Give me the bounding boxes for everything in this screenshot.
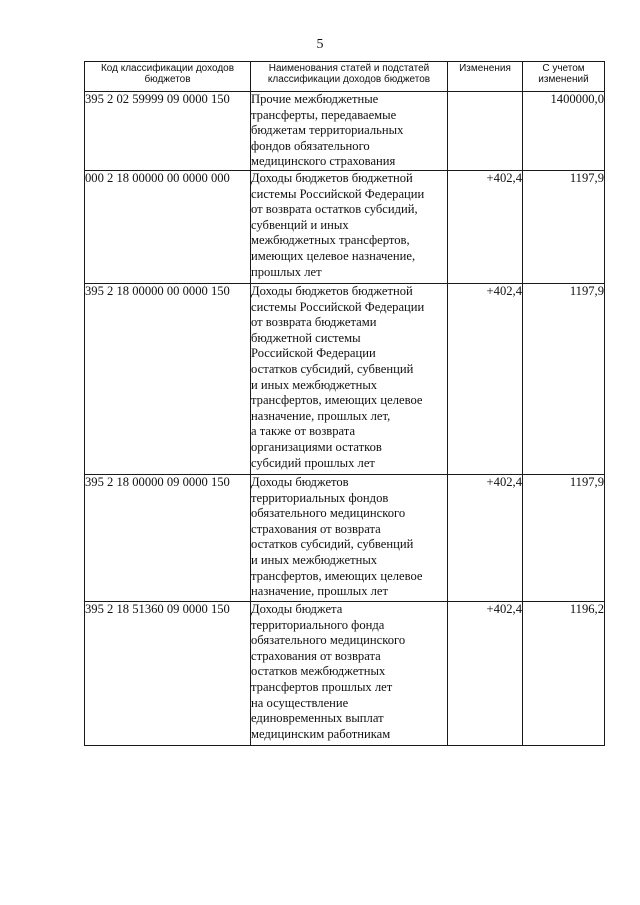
header-total [523,62,605,92]
header-text-line: Изменения [459,63,511,74]
cell-change-amount: +402,4 [448,170,523,283]
item-name-line: Доходы бюджета [251,601,343,616]
page-number: 5 [316,37,324,52]
item-name-line: единовременных выплат [251,711,384,726]
header-text-line: изменений [538,74,589,85]
cell-item-name [251,92,448,171]
header-name [251,62,448,92]
item-name-line: от возврата остатков субсидий, [251,202,418,217]
item-name-line: трансферты, передаваемые [251,107,397,122]
header-text-line: С учетом [542,63,585,74]
item-name-line: трансфертов прошлых лет [251,679,393,694]
cell-item-name [251,474,448,601]
cell-classification-code: 395 2 18 00000 09 0000 150 [85,474,251,601]
item-name-line: и иных межбюджетных [251,552,378,567]
cell-classification-code: 000 2 18 00000 00 0000 000 [85,170,251,283]
item-name-line: системы Российской Федерации [251,299,425,314]
item-name-line: бюджетной системы [251,330,361,345]
item-name-line: назначение, прошлых лет [251,584,389,599]
item-name-line: системы Российской Федерации [251,186,425,201]
table-body [85,92,605,746]
cell-item-name [251,601,448,745]
item-name-line: имеющих целевое назначение, [251,248,416,263]
table-row [85,601,605,745]
item-name-line: остатков межбюджетных [251,664,386,679]
item-name-line: Российской Федерации [251,346,376,361]
item-name-line: остатков субсидий, субвенций [251,537,414,552]
item-name-line: Прочие межбюджетные [251,92,379,106]
cell-total-with-changes: 1197,9 [523,170,605,283]
item-name-line: обязательного медицинского [251,633,406,648]
item-name-line: назначение, прошлых лет, [251,408,391,423]
header-text-line: бюджетов [144,74,191,85]
item-name-line: бюджетам территориальных [251,123,404,138]
item-name-line: прошлых лет [251,264,322,279]
item-name-line: организациями остатков [251,439,382,454]
header-code [85,62,251,92]
cell-item-name [251,170,448,283]
item-name-line: фондов обязательного [251,138,370,153]
cell-change-amount: +402,4 [448,474,523,601]
item-name-line: межбюджетных трансфертов, [251,233,410,248]
item-name-line: страхования от возврата [251,648,381,663]
cell-item-name [251,283,448,474]
header-text-line: классификации доходов бюджетов [267,74,431,85]
cell-change-amount: +402,4 [448,601,523,745]
item-name-line: обязательного медицинского [251,506,406,521]
item-name-line: субсидий прошлых лет [251,455,375,470]
item-name-line: на осуществление [251,695,349,710]
table-row [85,92,605,171]
header-text-line: Наименования статей и подстатей [268,63,430,74]
cell-classification-code: 395 2 02 59999 09 0000 150 [85,92,251,171]
cell-total-with-changes: 1196,2 [523,601,605,745]
table-row [85,170,605,283]
cell-total-with-changes: 1197,9 [523,283,605,474]
item-name-line: трансфертов, имеющих целевое [251,393,423,408]
table-row [85,474,605,601]
item-name-line: трансфертов, имеющих целевое [251,568,423,583]
item-name-line: остатков субсидий, субвенций [251,361,414,376]
item-name-line: страхования от возврата [251,521,381,536]
item-name-line: Доходы бюджетов бюджетной [251,283,413,298]
item-name-line: и иных межбюджетных [251,377,378,392]
item-name-line: территориальных фондов [251,490,389,505]
cell-total-with-changes: 1197,9 [523,474,605,601]
item-name-line: медицинского страхования [251,154,396,169]
item-name-line: Доходы бюджетов [251,474,349,489]
cell-classification-code: 395 2 18 51360 09 0000 150 [85,601,251,745]
table-row [85,283,605,474]
cell-classification-code: 395 2 18 00000 00 0000 150 [85,283,251,474]
item-name-line: а также от возврата [251,424,356,439]
budget-income-table [84,61,605,746]
header-text-line: Код классификации доходов [100,63,235,74]
cell-change-amount [448,92,523,171]
cell-total-with-changes: 1400000,0 [523,92,605,171]
item-name-line: субвенций и иных [251,217,349,232]
header-change [448,62,523,92]
table-header-row [85,62,605,92]
cell-change-amount: +402,4 [448,283,523,474]
item-name-line: Доходы бюджетов бюджетной [251,170,413,185]
item-name-line: территориального фонда [251,617,385,632]
item-name-line: медицинским работникам [251,726,391,741]
item-name-line: от возврата бюджетами [251,315,377,330]
